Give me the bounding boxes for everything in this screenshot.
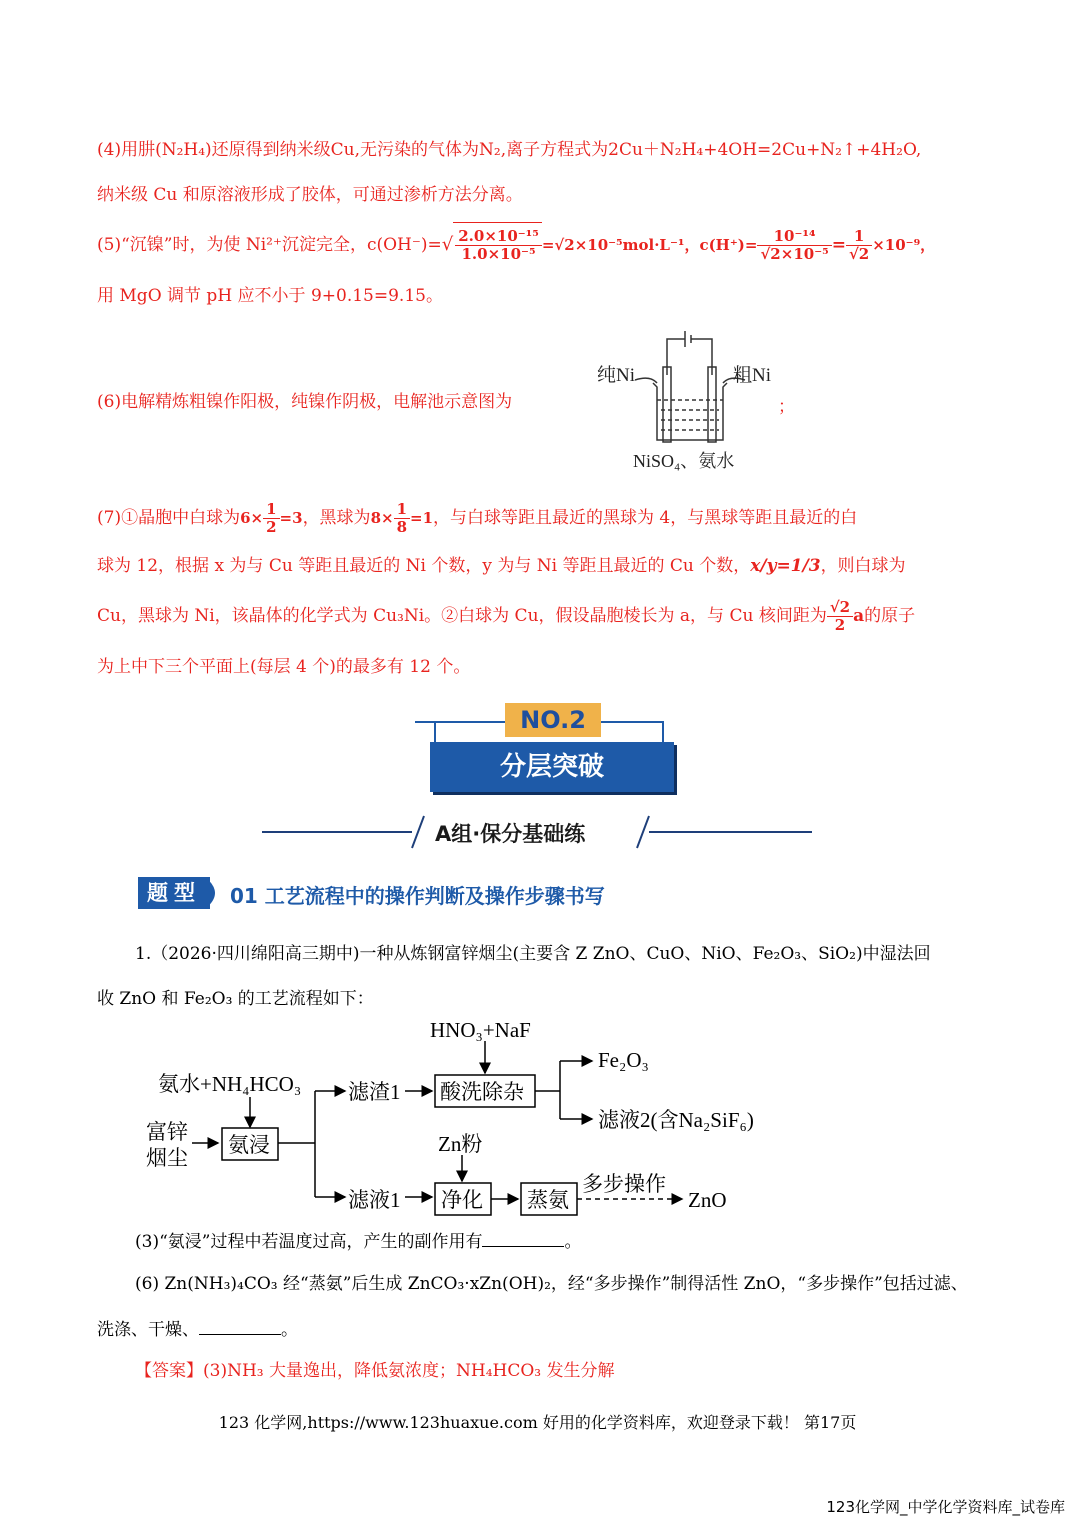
question-line2: 收 ZnO 和 Fe₂O₃ 的工艺流程如下：: [97, 989, 374, 1009]
cell-label-left: 纯Ni: [597, 365, 636, 386]
frac-numerator: 1: [263, 501, 279, 519]
item5-frac3: [846, 228, 872, 263]
flow-box-purify: 净化: [441, 1188, 483, 1212]
question-6-line1: (6) Zn(NH₃)₄CO₃ 经“蒸氨”后生成 ZnCO₃·xZn(OH)₂，经“多步操作”制得活性 ZnO，“多步操作”包括过滤、: [135, 1274, 968, 1294]
flow-box-steam: 蒸氨: [527, 1188, 569, 1212]
flow-feed-2: 烟尘: [146, 1146, 188, 1170]
process-flowchart: [140, 1015, 800, 1225]
item5-tail: ×10⁻⁹，: [872, 236, 936, 254]
flow-filtrate1: 滤液1: [348, 1188, 401, 1212]
electrolysis-cell-diagram: [595, 325, 785, 475]
item5-line1: [97, 222, 935, 267]
item7-line1: [97, 500, 857, 536]
frac-denominator: √2×10⁻⁵: [760, 245, 829, 263]
topic-tag: 题型: [138, 877, 210, 909]
frac-numerator: 10⁻¹⁴: [757, 228, 831, 246]
flow-reagent-top: HNO₃+NaF: [430, 1018, 531, 1042]
item7-expr: =3: [279, 509, 303, 527]
item7-text: ，则白球为: [820, 556, 906, 576]
frac-numerator: 1: [846, 228, 872, 246]
answer-blank[interactable]: [482, 1232, 564, 1247]
answer-blank[interactable]: [199, 1320, 281, 1335]
item7-frac3: [827, 599, 853, 634]
item5-frac1: [455, 228, 542, 263]
flow-product-fe: Fe₂O₃: [598, 1048, 649, 1072]
item4-line2: 纳米级 Cu 和原溶液形成了胶体，可通过渗析方法分离。: [97, 185, 523, 205]
question-3-text: (3)“氨浸”过程中若温度过高，产生的副作用有: [135, 1232, 483, 1252]
item7-text: Cu，黑球为 Ni，该晶体的化学式为 Cu₃Ni。②白球为 Cu，假设晶胞棱长为 a，与 Cu 核间距为: [97, 606, 827, 626]
item6-text: (6)电解精炼粗镍作阳极，纯镍作阴极，电解池示意图为: [97, 392, 513, 412]
topic-tag-curve: [205, 877, 225, 909]
flow-box-leach: 氨浸: [228, 1133, 270, 1157]
item5-frac2: [757, 228, 831, 263]
frac-numerator: √2: [827, 599, 853, 617]
flow-box-acid: 酸洗除杂: [440, 1080, 524, 1104]
question-6-end: 。: [281, 1320, 298, 1340]
topic-title: 01 工艺流程中的操作判断及操作步骤书写: [230, 884, 605, 908]
item7-line4: 为上中下三个平面上(每层 4 个)的最多有 12 个。: [97, 657, 471, 677]
item5-line2: 用 MgO 调节 pH 应不小于 9+0.15=9.15。: [97, 286, 443, 306]
item7-expr: 6×: [240, 509, 264, 527]
answer-label: 【答案】: [135, 1361, 203, 1381]
frac-denominator: 2: [834, 616, 846, 634]
item7-expr: a: [853, 606, 865, 626]
item5-prefix: (5)“沉镍”时，为使 Ni²⁺沉淀完全，c(OH⁻)=: [97, 235, 442, 255]
flow-reagent-left: 氨水+NH₄HCO₃: [158, 1072, 302, 1096]
item7-text: 球为 12，根据 x 为与 Cu 等距且最近的 Ni 个数，y 为与 Ni 等距且最近的 Cu 个数，: [97, 556, 751, 576]
flow-residue1: 滤渣1: [348, 1080, 401, 1104]
item7-frac1: [263, 501, 279, 536]
frac-denominator: 1.0×10⁻⁵: [461, 245, 536, 263]
item7-line3: [97, 592, 915, 640]
frac-denominator: √2: [848, 245, 870, 263]
radical-icon: √: [441, 234, 454, 255]
frac-numerator: 2.0×10⁻¹⁵: [455, 228, 542, 246]
banner-title: 分层突破: [430, 742, 674, 792]
question-6-text: 洗涤、干燥、: [97, 1320, 199, 1340]
banner-number: NO.2: [505, 703, 601, 737]
question-6-line2: [97, 1318, 298, 1342]
item5-mid: =√2×10⁻⁵mol·L⁻¹，c(H⁺)=: [541, 236, 758, 254]
frac-denominator: 2: [266, 518, 277, 536]
answer-text: (3)NH₃ 大量逸出，降低氨浓度；NH₄HCO₃ 发生分解: [203, 1361, 615, 1381]
item7-text: ，黑球为: [302, 508, 371, 528]
item7-line2: [97, 554, 906, 578]
cell-label-bottom: NiSO₄、氨水: [633, 451, 735, 471]
item5-sqrt: [453, 222, 542, 267]
cell-label-right: 粗Ni: [733, 365, 772, 386]
item4-line1: (4)用肼(N₂H₄)还原得到纳米级Cu,无污染的气体为N₂,离子方程式为2Cu＋N₂H₄+4OH=2Cu+N₂↑+4H₂O,: [97, 140, 922, 160]
flow-product-zno: ZnO: [688, 1188, 727, 1212]
item7-text: 的原子: [864, 606, 916, 626]
answer-line: [135, 1359, 615, 1383]
flow-reagent-zn: Zn粉: [438, 1132, 483, 1156]
question-3: [135, 1230, 581, 1254]
cell-graphic: [635, 331, 745, 442]
flow-feed-1: 富锌: [146, 1120, 188, 1144]
corner-watermark: 123化学网_中学化学资料库_试卷库: [826, 1498, 1065, 1516]
item7-ratio: x/y=1/3: [750, 556, 821, 576]
frac-numerator: 1: [394, 501, 410, 519]
frac-denominator: 8: [396, 518, 408, 536]
flow-multi-step: 多步操作: [582, 1172, 666, 1196]
question-3-end: 。: [564, 1232, 582, 1252]
item7-frac2: [394, 501, 410, 536]
question-line1: 1.（2026·四川绵阳高三期中)一种从炼钢富锌烟尘(主要含 Z ZnO、CuO、NiO、Fe₂O₃、SiO₂)中湿法回: [135, 944, 931, 964]
item7-text: (7)①晶胞中白球为: [97, 508, 241, 528]
item7-expr: 8×: [370, 509, 394, 527]
item6-end: ；: [778, 397, 795, 417]
page-footer: 123 化学网,https://www.123huaxue.com 好用的化学资料库，欢迎登录下载！ 第17页: [218, 1413, 857, 1432]
flow-filtrate2: 滤液2(含Na₂SiF₆): [598, 1108, 754, 1132]
item7-expr: =1: [410, 509, 434, 527]
item5-eq: =: [831, 235, 846, 255]
group-title: A组·保分基础练: [435, 822, 586, 846]
item7-text: ，与白球等距且最近的黑球为 4，与黑球等距且最近的白: [433, 508, 858, 528]
